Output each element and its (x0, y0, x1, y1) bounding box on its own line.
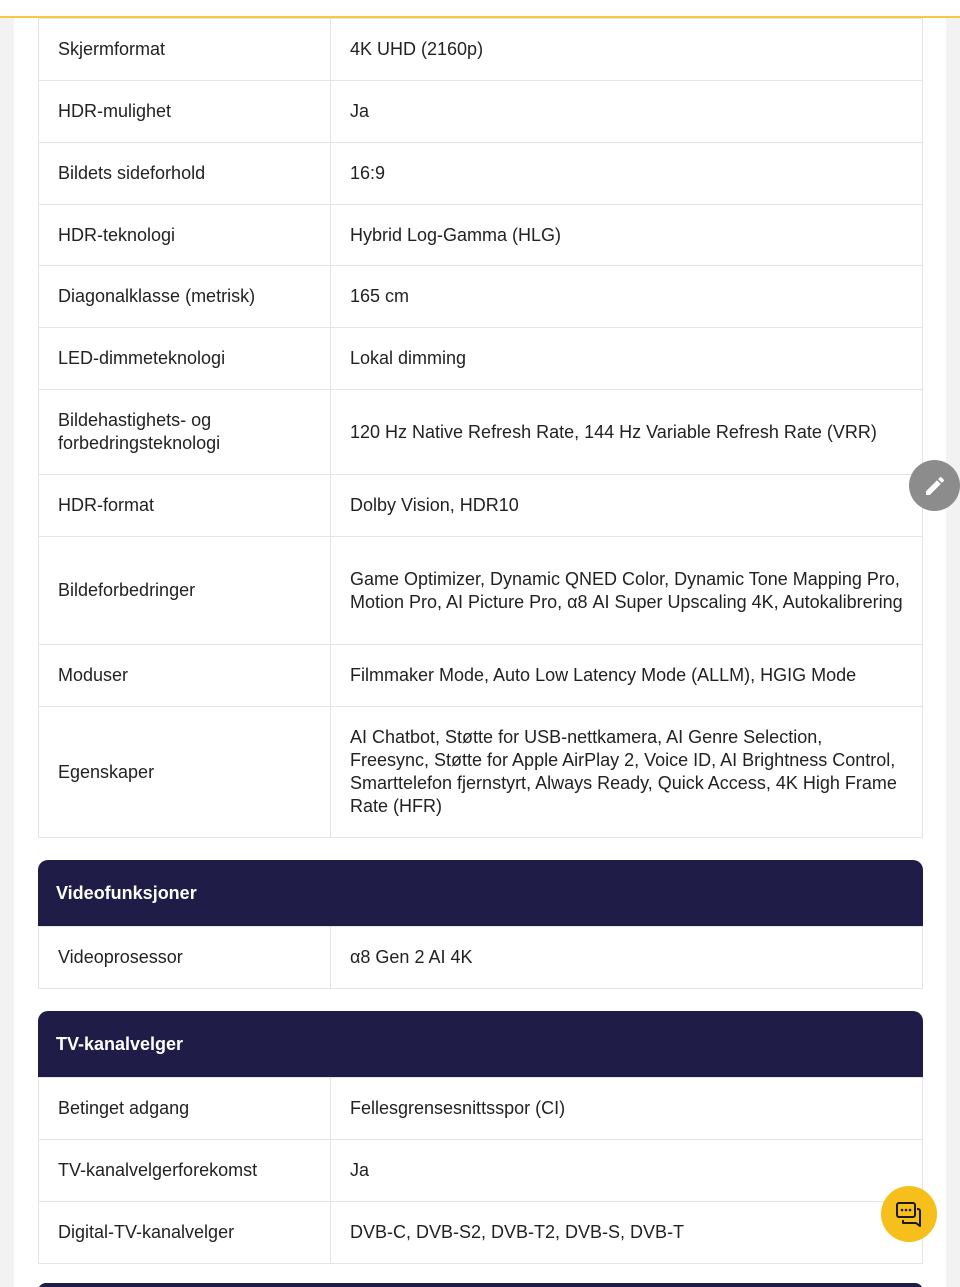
spec-value: DVB-C, DVB-S2, DVB-T2, DVB-S, DVB-T (331, 1202, 923, 1264)
spec-value: 16:9 (331, 143, 923, 205)
table-row (39, 205, 923, 266)
table-row (39, 927, 923, 989)
spec-value: 165 cm (331, 266, 923, 328)
edit-button[interactable] (909, 460, 960, 511)
table-row (39, 1078, 923, 1140)
spec-value: Ja (331, 1140, 923, 1202)
table-row (39, 475, 923, 537)
next-section-header (38, 1283, 923, 1287)
spec-key: Videoprosessor (39, 927, 331, 989)
table-row (39, 645, 923, 707)
chat-bubble-icon (894, 1199, 924, 1229)
spec-value: Dolby Vision, HDR10 (331, 475, 923, 537)
spec-key: Skjermformat (39, 19, 331, 81)
spec-value: Game Optimizer, Dynamic QNED Color, Dynamic Tone Mapping Pro, Motion Pro, AI Picture Pro, α8 AI Super Upscaling 4K, Autokalibrering (331, 537, 923, 645)
spec-key: Bildehastighets- og forbedringsteknologi (39, 390, 331, 475)
chat-button[interactable] (881, 1186, 937, 1242)
spec-key: Bildets sideforhold (39, 143, 331, 205)
spec-value: Filmmaker Mode, Auto Low Latency Mode (ALLM), HGIG Mode (331, 645, 923, 707)
table-row (39, 81, 923, 143)
spec-value: Fellesgrensesnittsspor (CI) (331, 1078, 923, 1140)
spec-value: Hybrid Log-Gamma (HLG) (331, 205, 923, 266)
section-title: TV-kanalvelger (56, 1033, 184, 1054)
spec-value: α8 Gen 2 AI 4K (331, 927, 923, 989)
spec-key: Bildeforbedringer (39, 537, 331, 645)
spec-value: Lokal dimming (331, 328, 923, 390)
spec-key: TV-kanalvelgerforekomst (39, 1140, 331, 1202)
pencil-icon (923, 474, 947, 498)
table-row (39, 390, 923, 475)
section-header-tuner (38, 1011, 923, 1077)
spec-key: Egenskaper (39, 707, 331, 838)
spec-key: HDR-format (39, 475, 331, 537)
table-row (39, 537, 923, 645)
left-gutter (0, 18, 14, 1287)
table-row (39, 266, 923, 328)
spec-key: HDR-mulighet (39, 81, 331, 143)
section-header-video (38, 860, 923, 926)
spec-key: LED-dimmeteknologi (39, 328, 331, 390)
spec-key: Diagonalklasse (metrisk) (39, 266, 331, 328)
table-row (39, 143, 923, 205)
spec-value: Ja (331, 81, 923, 143)
table-row (39, 19, 923, 81)
picture-spec-table (38, 18, 923, 838)
table-row (39, 328, 923, 390)
section-title: Videofunksjoner (56, 882, 197, 903)
spec-value: AI Chatbot, Støtte for USB-nettkamera, AI Genre Selection, Freesync, Støtte for Apple AirPlay 2, Voice ID, AI Brightness Control, Smarttelefon fjernstyrt, Always Ready, Quick Access, 4K High Frame Rate (HFR) (331, 707, 923, 838)
spec-key: Betinget adgang (39, 1078, 331, 1140)
spec-key: Digital-TV-kanalvelger (39, 1202, 331, 1264)
right-gutter (946, 18, 960, 1287)
video-spec-table (38, 926, 923, 989)
spec-value: 120 Hz Native Refresh Rate, 144 Hz Variable Refresh Rate (VRR) (331, 390, 923, 475)
table-row (39, 1202, 923, 1264)
spec-value: 4K UHD (2160p) (331, 19, 923, 81)
spec-key: HDR-teknologi (39, 205, 331, 266)
table-row (39, 707, 923, 838)
spec-key: Moduser (39, 645, 331, 707)
tuner-spec-table (38, 1077, 923, 1264)
table-row (39, 1140, 923, 1202)
